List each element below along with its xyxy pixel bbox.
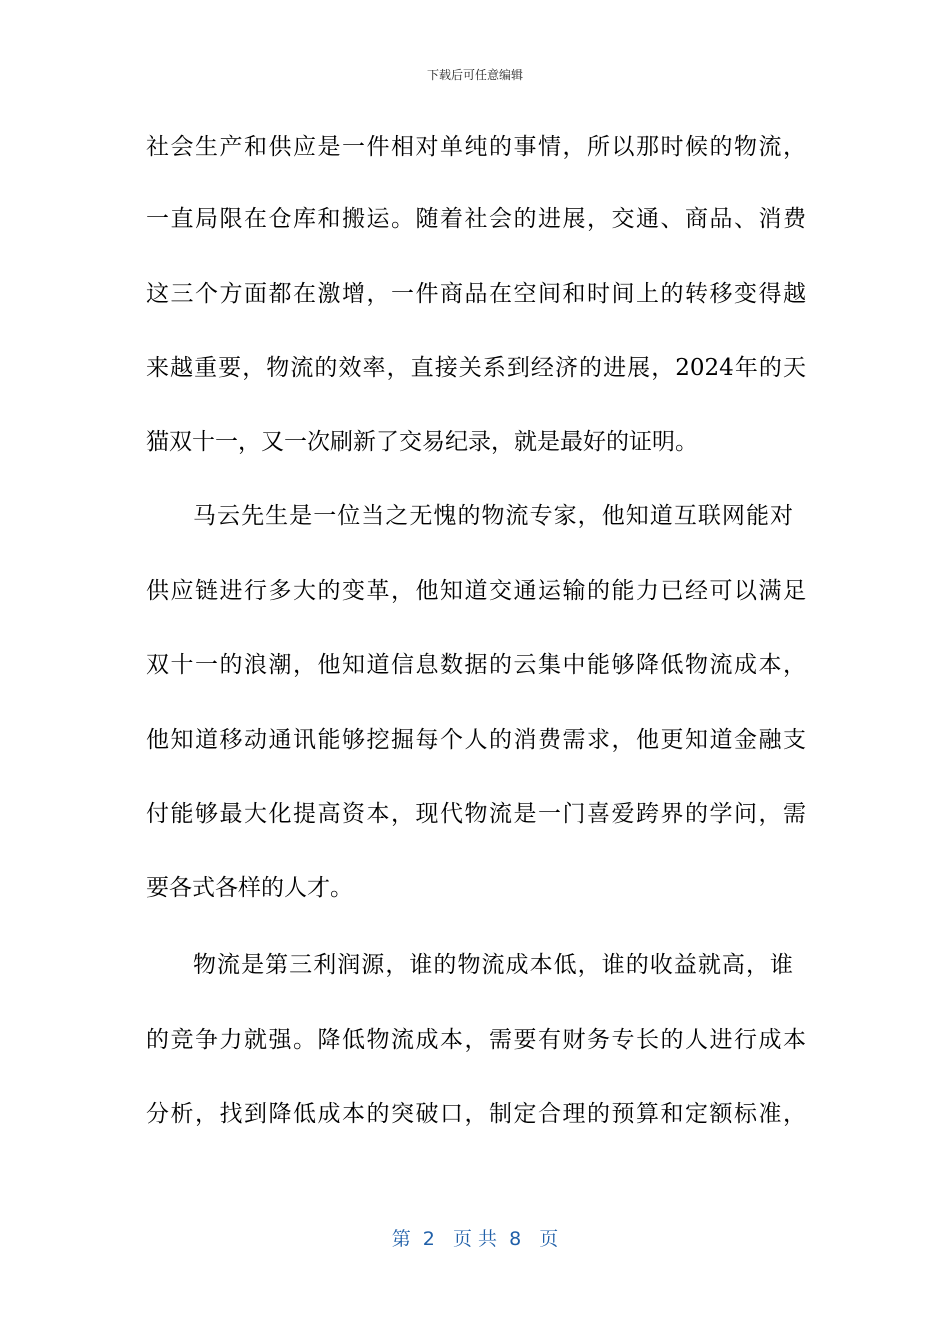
text-line: 他知道移动通讯能够挖掘每个人的消费需求，他更知道金融支 (146, 727, 806, 753)
text-line: 付能够最大化提高资本，现代物流是一门喜爱跨界的学问，需 (146, 801, 806, 827)
page-header-note: 下载后可任意编辑 (426, 68, 523, 82)
page-number-footer: 第 2 页 共 8 页 (391, 1228, 559, 1250)
text-line: 猫双十一，又一次刷新了交易纪录，就是最好的证明。 (146, 429, 698, 455)
text-line: 一直局限在仓库和搬运。随着社会的进展，交通、商品、消费 (146, 206, 806, 232)
text-line: 社会生产和供应是一件相对单纯的事情，所以那时候的物流， (146, 134, 806, 160)
text-line: 要各式各样的人才。 (146, 875, 353, 901)
paragraph-first-line: 物流是第三利润源，谁的物流成本低，谁的收益就高，谁 (193, 952, 793, 978)
text-line: 的竞争力就强。降低物流成本，需要有财务专长的人进行成本 (146, 1027, 806, 1053)
paragraph-first-line: 马云先生是一位当之无愧的物流专家，他知道互联网能对 (193, 503, 793, 529)
text-line: 双十一的浪潮，他知道信息数据的云集中能够降低物流成本， (146, 652, 806, 678)
text-line: 供应链进行多大的变革，他知道交通运输的能力已经可以满足 (146, 578, 806, 604)
text-line: 这三个方面都在激增，一件商品在空间和时间上的转移变得越 (146, 281, 806, 307)
text-line: 来越重要，物流的效率，直接关系到经济的进展，2024年的天 (146, 355, 806, 381)
text-line: 分析，找到降低成本的突破口，制定合理的预算和定额标准， (146, 1101, 806, 1127)
